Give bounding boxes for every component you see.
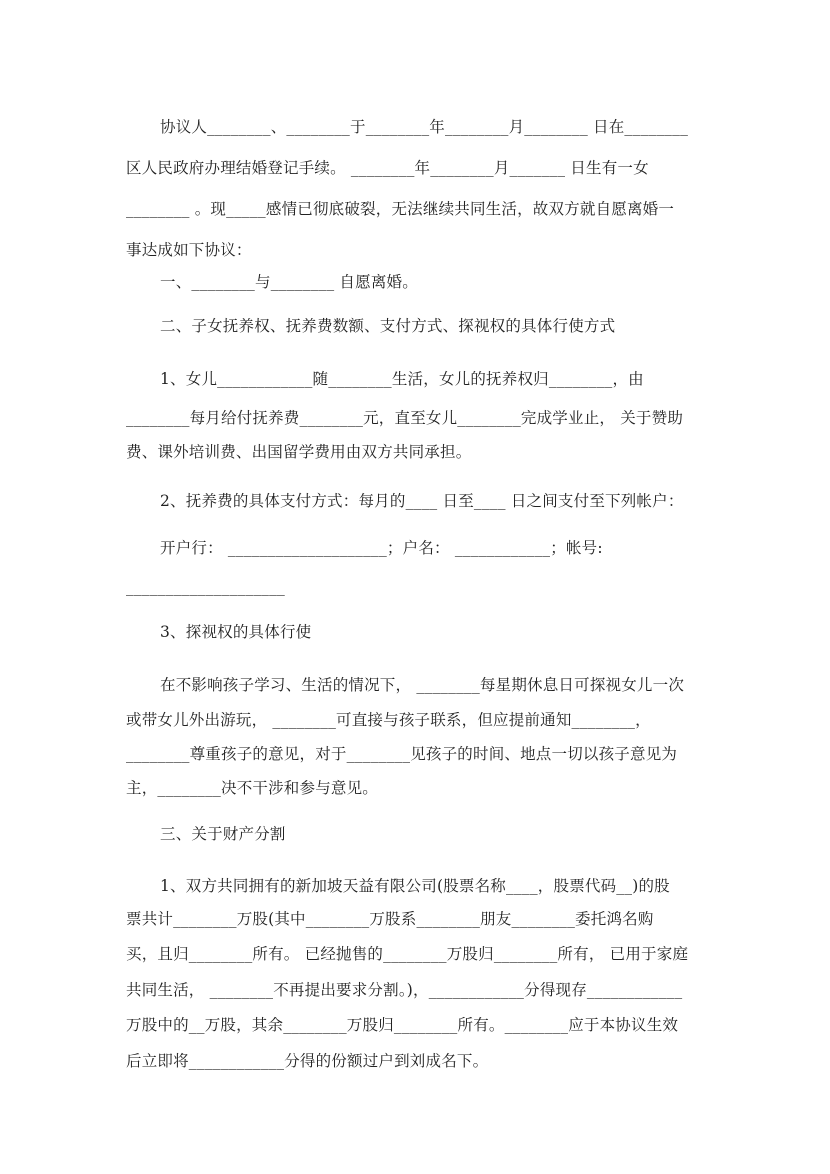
section-heading: 一、________与________ 自愿离婚。 xyxy=(160,273,418,291)
paragraph-line: 区人民政府办理结婚登记手续。 ________年________月_______ 日生有一女 xyxy=(126,159,649,177)
paragraph-line: 共同生活， ________不再提出要求分割。)，____________分得现存____________ xyxy=(126,981,683,999)
paragraph-line: 协议人________、________于________年________月________ 日在________ xyxy=(160,118,689,136)
paragraph-line: 开户行： ____________________；户名： ____________；帐号: xyxy=(160,539,603,557)
paragraph-line: 后立即将____________分得的份额过户到刘成名下。 xyxy=(126,1052,489,1070)
paragraph-line: 1、女儿____________随________生活，女儿的抚养权归________，由 xyxy=(160,370,644,388)
paragraph-line: 1、双方共同拥有的新加坡天益有限公司(股票名称____，股票代码__)的股 xyxy=(160,877,670,895)
section-heading: 二、子女抚养权、抚养费数额、支付方式、探视权的具体行使方式 xyxy=(160,317,616,335)
paragraph-line: ________每月给付抚养费________元，直至女儿________完成学业止， 关于赞助 xyxy=(126,409,684,427)
paragraph-line: ________尊重孩子的意见，对于________见孩子的时间、地点一切以孩子意见为 xyxy=(126,745,678,763)
paragraph-line: 费、课外培训费、出国留学费用由双方共同承担。 xyxy=(126,443,472,461)
paragraph-line: ____________________ xyxy=(126,578,285,596)
paragraph-line: 2、抚养费的具体支付方式：每月的____ 日至____ 日之间支付至下列帐户： xyxy=(160,492,684,510)
paragraph-line: 事达成如下协议： xyxy=(126,241,252,259)
paragraph-line: 万股中的__万股，其余________万股归________所有。________应于本协议生效 xyxy=(126,1016,679,1034)
paragraph-line: 或带女儿外出游玩， ________可直接与孩子联系，但应提前通知________， xyxy=(126,711,651,729)
paragraph-line: 票共计________万股(其中________万股系________朋友________委托鸿名购 xyxy=(126,910,654,928)
section-heading: 3、探视权的具体行使 xyxy=(160,623,312,641)
paragraph-line: 买，且归________所有。 已经抛售的________万股归________所有， 已用于家庭 xyxy=(126,945,689,963)
paragraph-line: ________ 。现_____感情已彻底破裂，无法继续共同生活，故双方就自愿离婚一 xyxy=(126,200,675,218)
paragraph-line: 在不影响孩子学习、生活的情况下， ________每星期休息日可探视女儿一次 xyxy=(160,676,685,694)
paragraph-line: 主，________决不干涉和参与意见。 xyxy=(126,779,379,797)
section-heading: 三、关于财产分割 xyxy=(160,825,286,843)
